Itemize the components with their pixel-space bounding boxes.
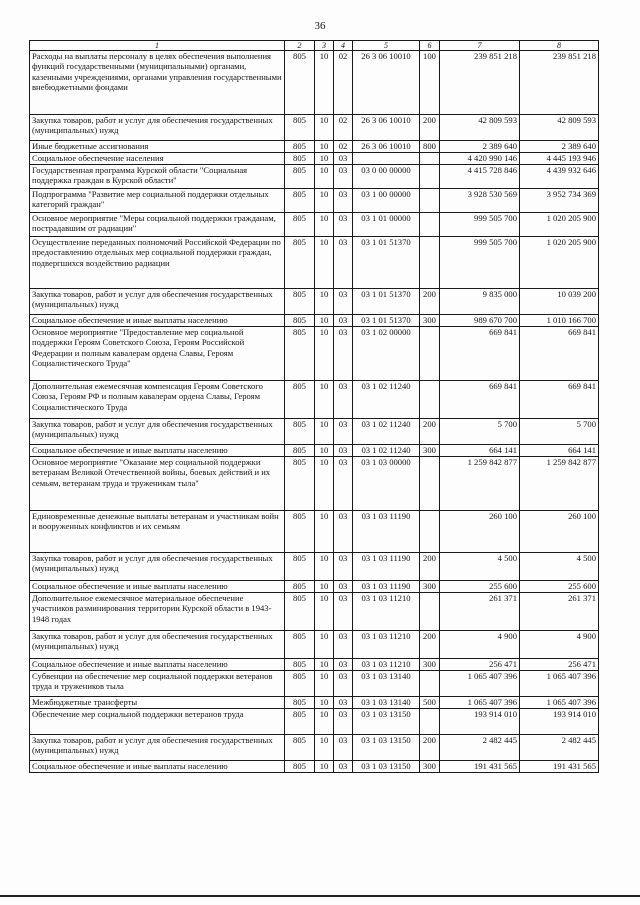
section-cell: 10	[315, 631, 334, 659]
column-header: 1	[30, 41, 285, 51]
description-cell: Социальное обеспечение населения	[30, 153, 285, 165]
subsection-cell: 03	[334, 445, 353, 457]
subsection-cell: 03	[334, 671, 353, 697]
target-article-cell: 03 1 03 11210	[353, 593, 420, 631]
subsection-cell: 03	[334, 419, 353, 445]
amount-year2-cell: 5 700	[520, 419, 599, 445]
amount-year2-cell: 1 020 205 900	[520, 213, 599, 237]
description-cell: Социальное обеспечение и иные выплаты населению	[30, 315, 285, 327]
amount-year1-cell: 5 700	[440, 419, 520, 445]
amount-year2-cell: 669 841	[520, 327, 599, 381]
amount-year1-cell: 669 841	[440, 381, 520, 419]
target-article-cell: 03 1 01 51370	[353, 237, 420, 289]
expense-type-cell: 200	[420, 735, 440, 761]
section-cell: 10	[315, 511, 334, 553]
table-row	[30, 213, 599, 237]
expense-type-cell: 200	[420, 553, 440, 581]
subsection-cell: 03	[334, 761, 353, 773]
target-article-cell	[353, 153, 420, 165]
expense-type-cell	[420, 165, 440, 189]
description-cell: Дополнительная ежемесячная компенсация Героям Советского Союза, Героям РФ и полным кавалерам ордена Славы, Героям Социалистического Труда	[30, 381, 285, 419]
expense-type-cell	[420, 457, 440, 511]
subsection-cell: 02	[334, 141, 353, 153]
section-cell: 10	[315, 457, 334, 511]
table-row	[30, 141, 599, 153]
description-cell: Закупка товаров, работ и услуг для обеспечения государственных (муниципальных) нужд	[30, 115, 285, 141]
chapter-cell: 805	[285, 761, 315, 773]
chapter-cell: 805	[285, 381, 315, 419]
chapter-cell: 805	[285, 213, 315, 237]
table-row	[30, 631, 599, 659]
chapter-cell: 805	[285, 671, 315, 697]
table-row	[30, 671, 599, 697]
description-cell: Единовременные денежные выплаты ветеранам и участникам войн и вооруженных конфликтов и их семьям	[30, 511, 285, 553]
section-cell: 10	[315, 315, 334, 327]
amount-year2-cell: 191 431 565	[520, 761, 599, 773]
expense-type-cell: 200	[420, 289, 440, 315]
target-article-cell: 03 1 03 13150	[353, 735, 420, 761]
target-article-cell: 03 1 03 11210	[353, 631, 420, 659]
table-row	[30, 153, 599, 165]
description-cell: Расходы на выплаты персоналу в целях обеспечения выполнения функций государственными (муниципальными) органами, казенными учреждениями, органами управления государственными внебюджетными фондами	[30, 51, 285, 115]
table-row	[30, 419, 599, 445]
description-cell: Социальное обеспечение и иные выплаты населению	[30, 659, 285, 671]
description-cell: Социальное обеспечение и иные выплаты населению	[30, 581, 285, 593]
table-row	[30, 115, 599, 141]
amount-year1-cell: 989 670 700	[440, 315, 520, 327]
amount-year1-cell: 260 100	[440, 511, 520, 553]
description-cell: Дополнительное ежемесячное материальное обеспечение участников разминирования территории Курской области в 1943-1948 годах	[30, 593, 285, 631]
subsection-cell: 03	[334, 593, 353, 631]
subsection-cell: 03	[334, 659, 353, 671]
chapter-cell: 805	[285, 237, 315, 289]
subsection-cell: 02	[334, 51, 353, 115]
amount-year1-cell: 4 415 728 846	[440, 165, 520, 189]
section-cell: 10	[315, 553, 334, 581]
section-cell: 10	[315, 735, 334, 761]
subsection-cell: 02	[334, 115, 353, 141]
subsection-cell: 03	[334, 631, 353, 659]
target-article-cell: 03 1 03 13140	[353, 697, 420, 709]
chapter-cell: 805	[285, 659, 315, 671]
amount-year2-cell: 4 900	[520, 631, 599, 659]
section-cell: 10	[315, 581, 334, 593]
expense-type-cell	[420, 237, 440, 289]
amount-year1-cell: 669 841	[440, 327, 520, 381]
expense-type-cell: 200	[420, 631, 440, 659]
chapter-cell: 805	[285, 165, 315, 189]
chapter-cell: 805	[285, 511, 315, 553]
amount-year2-cell: 669 841	[520, 381, 599, 419]
column-header: 7	[440, 41, 520, 51]
chapter-cell: 805	[285, 581, 315, 593]
description-cell: Закупка товаров, работ и услуг для обеспечения государственных (муниципальных) нужд	[30, 631, 285, 659]
expense-type-cell	[420, 327, 440, 381]
target-article-cell: 03 1 03 11190	[353, 581, 420, 593]
amount-year2-cell: 256 471	[520, 659, 599, 671]
chapter-cell: 805	[285, 327, 315, 381]
section-cell: 10	[315, 153, 334, 165]
expense-type-cell: 200	[420, 115, 440, 141]
subsection-cell: 03	[334, 697, 353, 709]
amount-year1-cell: 2 389 640	[440, 141, 520, 153]
table-row	[30, 709, 599, 735]
expense-type-cell: 300	[420, 581, 440, 593]
subsection-cell: 03	[334, 457, 353, 511]
target-article-cell: 03 1 03 13150	[353, 761, 420, 773]
chapter-cell: 805	[285, 593, 315, 631]
subsection-cell: 03	[334, 735, 353, 761]
target-article-cell: 03 1 03 11210	[353, 659, 420, 671]
section-cell: 10	[315, 115, 334, 141]
amount-year1-cell: 42 809 593	[440, 115, 520, 141]
description-cell: Обеспечение мер социальной поддержки ветеранов труда	[30, 709, 285, 735]
target-article-cell: 03 1 00 00000	[353, 189, 420, 213]
subsection-cell: 03	[334, 381, 353, 419]
amount-year1-cell: 1 065 407 396	[440, 697, 520, 709]
section-cell: 10	[315, 659, 334, 671]
expense-type-cell	[420, 189, 440, 213]
section-cell: 10	[315, 593, 334, 631]
amount-year1-cell: 261 371	[440, 593, 520, 631]
target-article-cell: 03 1 01 51370	[353, 289, 420, 315]
chapter-cell: 805	[285, 735, 315, 761]
table-row	[30, 761, 599, 773]
table-row	[30, 51, 599, 115]
amount-year1-cell: 2 482 445	[440, 735, 520, 761]
subsection-cell: 03	[334, 327, 353, 381]
table-row	[30, 457, 599, 511]
chapter-cell: 805	[285, 315, 315, 327]
expense-type-cell	[420, 709, 440, 735]
section-cell: 10	[315, 237, 334, 289]
description-cell: Основное мероприятие "Предоставление мер социальной поддержки Героям Советского Союза, Героям Российской Федерации и полным кавалерам ордена Славы, Героям Социалистического Труда"	[30, 327, 285, 381]
column-header: 2	[285, 41, 315, 51]
table-row	[30, 511, 599, 553]
amount-year2-cell: 1 065 407 396	[520, 671, 599, 697]
column-header: 3	[315, 41, 334, 51]
chapter-cell: 805	[285, 631, 315, 659]
amount-year2-cell: 2 389 640	[520, 141, 599, 153]
target-article-cell: 26 3 06 10010	[353, 141, 420, 153]
amount-year2-cell: 3 952 734 369	[520, 189, 599, 213]
expense-type-cell: 100	[420, 51, 440, 115]
table-row	[30, 659, 599, 671]
target-article-cell: 03 1 03 13150	[353, 709, 420, 735]
table-row	[30, 165, 599, 189]
section-cell: 10	[315, 189, 334, 213]
amount-year1-cell: 664 141	[440, 445, 520, 457]
target-article-cell: 03 1 03 13140	[353, 671, 420, 697]
amount-year2-cell: 4 500	[520, 553, 599, 581]
amount-year1-cell: 3 928 530 569	[440, 189, 520, 213]
description-cell: Осуществление переданных полномочий Российской Федерации по предоставлению отдельных мер социальной поддержки граждан, подвергшихся воздействию радиации	[30, 237, 285, 289]
description-cell: Закупка товаров, работ и услуг для обеспечения государственных (муниципальных) нужд	[30, 735, 285, 761]
amount-year2-cell: 1 065 407 396	[520, 697, 599, 709]
expense-type-cell	[420, 381, 440, 419]
table-row	[30, 237, 599, 289]
section-cell: 10	[315, 141, 334, 153]
section-cell: 10	[315, 761, 334, 773]
chapter-cell: 805	[285, 153, 315, 165]
table-row	[30, 697, 599, 709]
amount-year1-cell: 239 851 218	[440, 51, 520, 115]
chapter-cell: 805	[285, 457, 315, 511]
table-row	[30, 553, 599, 581]
description-cell: Социальное обеспечение и иные выплаты населению	[30, 445, 285, 457]
target-article-cell: 03 1 02 11240	[353, 445, 420, 457]
expense-type-cell: 300	[420, 315, 440, 327]
amount-year1-cell: 255 600	[440, 581, 520, 593]
description-cell: Основное мероприятие "Меры социальной поддержки гражданам, пострадавшим от радиации"	[30, 213, 285, 237]
table-row	[30, 581, 599, 593]
table-body	[30, 51, 599, 773]
section-cell: 10	[315, 381, 334, 419]
description-cell: Межбюджетные трансферты	[30, 697, 285, 709]
chapter-cell: 805	[285, 115, 315, 141]
amount-year1-cell: 9 835 000	[440, 289, 520, 315]
target-article-cell: 03 1 02 11240	[353, 381, 420, 419]
amount-year2-cell: 42 809 593	[520, 115, 599, 141]
section-cell: 10	[315, 289, 334, 315]
chapter-cell: 805	[285, 189, 315, 213]
amount-year1-cell: 193 914 010	[440, 709, 520, 735]
chapter-cell: 805	[285, 445, 315, 457]
amount-year2-cell: 4 439 932 646	[520, 165, 599, 189]
section-cell: 10	[315, 327, 334, 381]
subsection-cell: 03	[334, 237, 353, 289]
description-cell: Основное мероприятие "Оказание мер социальной поддержки ветеранам Великой Отечественной войны, боевых действий и их семьям, ветеранам труда и труженикам тыла"	[30, 457, 285, 511]
subsection-cell: 03	[334, 213, 353, 237]
description-cell: Закупка товаров, работ и услуг для обеспечения государственных (муниципальных) нужд	[30, 289, 285, 315]
table-row	[30, 381, 599, 419]
description-cell: Подпрограмма "Развитие мер социальной поддержки отдельных категорий граждан"	[30, 189, 285, 213]
description-cell: Закупка товаров, работ и услуг для обеспечения государственных (муниципальных) нужд	[30, 419, 285, 445]
amount-year2-cell: 1 259 842 877	[520, 457, 599, 511]
amount-year1-cell: 4 420 990 146	[440, 153, 520, 165]
table-row	[30, 735, 599, 761]
column-header: 4	[334, 41, 353, 51]
expense-type-cell	[420, 153, 440, 165]
description-cell: Закупка товаров, работ и услуг для обеспечения государственных (муниципальных) нужд	[30, 553, 285, 581]
subsection-cell: 03	[334, 553, 353, 581]
amount-year1-cell: 999 505 700	[440, 213, 520, 237]
budget-table	[29, 40, 599, 773]
section-cell: 10	[315, 213, 334, 237]
subsection-cell: 03	[334, 289, 353, 315]
subsection-cell: 03	[334, 189, 353, 213]
section-cell: 10	[315, 709, 334, 735]
chapter-cell: 805	[285, 709, 315, 735]
amount-year1-cell: 4 900	[440, 631, 520, 659]
expense-type-cell	[420, 671, 440, 697]
expense-type-cell: 800	[420, 141, 440, 153]
target-article-cell: 03 1 02 00000	[353, 327, 420, 381]
amount-year2-cell: 1 020 205 900	[520, 237, 599, 289]
page-number: 36	[314, 20, 326, 32]
target-article-cell: 03 1 03 00000	[353, 457, 420, 511]
amount-year2-cell: 239 851 218	[520, 51, 599, 115]
target-article-cell: 03 0 00 00000	[353, 165, 420, 189]
amount-year1-cell: 1 259 842 877	[440, 457, 520, 511]
section-cell: 10	[315, 51, 334, 115]
section-cell: 10	[315, 445, 334, 457]
description-cell: Государственная программа Курской области "Социальная поддержка граждан в Курской области"	[30, 165, 285, 189]
description-cell: Социальное обеспечение и иные выплаты населению	[30, 761, 285, 773]
section-cell: 10	[315, 419, 334, 445]
column-header: 6	[420, 41, 440, 51]
expense-type-cell: 300	[420, 659, 440, 671]
expense-type-cell	[420, 511, 440, 553]
target-article-cell: 03 1 03 11190	[353, 511, 420, 553]
table-row	[30, 445, 599, 457]
expense-type-cell: 300	[420, 761, 440, 773]
amount-year1-cell: 4 500	[440, 553, 520, 581]
chapter-cell: 805	[285, 141, 315, 153]
expense-type-cell	[420, 593, 440, 631]
target-article-cell: 03 1 03 11190	[353, 553, 420, 581]
amount-year1-cell: 256 471	[440, 659, 520, 671]
table-row	[30, 189, 599, 213]
target-article-cell: 26 3 06 10010	[353, 51, 420, 115]
table-row	[30, 315, 599, 327]
subsection-cell: 03	[334, 709, 353, 735]
section-cell: 10	[315, 697, 334, 709]
amount-year2-cell: 10 039 200	[520, 289, 599, 315]
chapter-cell: 805	[285, 51, 315, 115]
target-article-cell: 03 1 01 00000	[353, 213, 420, 237]
subsection-cell: 03	[334, 511, 353, 553]
expense-type-cell: 200	[420, 419, 440, 445]
target-article-cell: 03 1 01 51370	[353, 315, 420, 327]
header-row	[30, 41, 599, 51]
section-cell: 10	[315, 165, 334, 189]
amount-year2-cell: 261 371	[520, 593, 599, 631]
subsection-cell: 03	[334, 165, 353, 189]
subsection-cell: 03	[334, 315, 353, 327]
table-row	[30, 593, 599, 631]
description-cell: Субвенции на обеспечение мер социальной поддержки ветеранов труда и тружеников тыла	[30, 671, 285, 697]
amount-year1-cell: 999 505 700	[440, 237, 520, 289]
chapter-cell: 805	[285, 419, 315, 445]
target-article-cell: 26 3 06 10010	[353, 115, 420, 141]
amount-year2-cell: 193 914 010	[520, 709, 599, 735]
subsection-cell: 03	[334, 581, 353, 593]
amount-year2-cell: 260 100	[520, 511, 599, 553]
table-row	[30, 289, 599, 315]
amount-year1-cell: 191 431 565	[440, 761, 520, 773]
expense-type-cell: 300	[420, 445, 440, 457]
expense-type-cell	[420, 213, 440, 237]
amount-year2-cell: 4 445 193 946	[520, 153, 599, 165]
amount-year2-cell: 664 141	[520, 445, 599, 457]
target-article-cell: 03 1 02 11240	[353, 419, 420, 445]
chapter-cell: 805	[285, 553, 315, 581]
column-header: 8	[520, 41, 599, 51]
subsection-cell: 03	[334, 153, 353, 165]
table-row	[30, 327, 599, 381]
chapter-cell: 805	[285, 289, 315, 315]
bottom-rule	[0, 895, 640, 897]
section-cell: 10	[315, 671, 334, 697]
amount-year1-cell: 1 065 407 396	[440, 671, 520, 697]
column-header: 5	[353, 41, 420, 51]
amount-year2-cell: 2 482 445	[520, 735, 599, 761]
chapter-cell: 805	[285, 697, 315, 709]
expense-type-cell: 500	[420, 697, 440, 709]
amount-year2-cell: 255 600	[520, 581, 599, 593]
amount-year2-cell: 1 010 166 700	[520, 315, 599, 327]
description-cell: Иные бюджетные ассигнования	[30, 141, 285, 153]
